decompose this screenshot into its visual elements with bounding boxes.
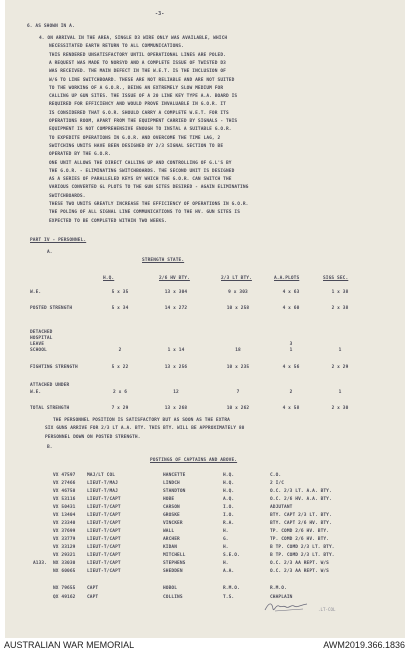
officer-unit: A.A.	[223, 569, 235, 574]
officer-unit: A.Q.	[223, 497, 235, 502]
strength-cell: 9 x 303	[228, 290, 248, 295]
footer-source: AUSTRALIAN WAR MEMORIAL	[4, 640, 135, 650]
paragraph-line: EQUIPMENT IS NOT COMPREHENSIVE ENOUGH TO INSTAL A SUITABLE G.O.R.	[49, 127, 232, 133]
strength-row-label: FIGHTING STRENGTH	[30, 365, 78, 370]
strength-cell: 10 x 235	[226, 365, 250, 370]
officer-rank: LIEUT-T/CAPT	[87, 561, 121, 566]
officer-name: KIDAN	[163, 545, 178, 550]
paragraph-line: OPERATIONS ROOM, APART FROM THE EQUIPMENT CARRIED BY SIGNALS - THIS	[49, 119, 238, 124]
strength-row-label: W.E.	[30, 390, 42, 395]
strength-cell: 4 x 60	[282, 306, 300, 311]
officer-number: VX 29321	[53, 553, 76, 558]
strength-title: STRENGTH STATE.	[142, 258, 185, 263]
officer-rank: MAJ/LT COL	[87, 473, 116, 478]
officer-appointment: CHAPLAIN	[270, 595, 293, 600]
paragraph-line: WAS RECEIVED. THE MAIN DEFECT IN THE W.E.T. IS THE INCLUSION OF	[49, 69, 226, 75]
paragraph-line: TO THE WORKING OF A G.O.R., BEING AN EXTREMELY SLOW MEDIUM FOR	[49, 85, 224, 91]
officer-name: LINDCH	[163, 481, 180, 486]
officer-appointment: BTY. CAPT 2/3 LT. BTY.	[270, 513, 332, 518]
officer-appointment: B TP. COMD 2/3 LT. BTY.	[270, 545, 335, 550]
paragraph-line: AS A SERIES OF PARALLELED KEYS BY WHICH THE G.O.R. CAN SWITCH THE	[49, 177, 232, 183]
strength-cell: 2 x 29	[331, 365, 349, 370]
officer-unit: T.S.	[223, 595, 235, 600]
paragraph-line: A REQUEST WAS MADE TO NORSYD AND A COMPLETE ISSUE OF TWISTED D3	[49, 60, 226, 66]
strength-cell: 1 x 14	[167, 348, 185, 353]
paragraph-line: SWITCHBOARDS.	[49, 193, 86, 199]
officer-appointment: C.O.	[270, 473, 282, 478]
officer-number: VX 33779	[53, 537, 76, 542]
officer-rank: LIEUT-T/CAPT	[87, 553, 121, 558]
paragraph-line: SWITCHING UNITS HAVE BEEN DESIGNED BY 2/3 SIGNAL SECTION TO BE	[49, 143, 224, 149]
strength-cell: 18	[235, 348, 241, 353]
strength-col-header: A.A.PLOTS	[274, 276, 300, 281]
strength-col-header: SIGS SEC.	[323, 276, 349, 281]
strength-cell: 1 x 38	[331, 290, 349, 295]
strength-cell: 13 x 304	[164, 290, 188, 295]
officer-appointment: 2 I/C	[270, 481, 285, 486]
officer-number: VX 47597	[53, 473, 76, 478]
strength-row-label: HOSPITAL	[30, 336, 53, 341]
strength-row-label: ATTACHED UNDER	[30, 383, 70, 388]
part-heading: PART IV - PERSONNEL.	[30, 238, 87, 243]
strength-row-label: LEAVE	[30, 342, 45, 347]
officer-name: VINCKER	[163, 521, 183, 526]
personnel-line: PERSONNEL DOWN ON POSTED STRENGTH.	[45, 434, 141, 440]
officer-name: STANDTON	[163, 489, 186, 494]
strength-cell: 1	[338, 390, 342, 395]
officer-appointment: TP. COMD 2/6 HV. BTY.	[270, 537, 329, 542]
paragraph-line: EXPECTED TO BE COMPLETED WITHIN TWO WEEKS.	[49, 218, 167, 224]
paragraph-line: OPERATED BY THE G.O.R.	[49, 152, 111, 158]
officer-unit: G.	[223, 537, 229, 542]
officer-number: VX 27466	[53, 481, 76, 486]
paragraph-line: NECESSITATED EARTH RETURN TO ALL COMMUNICATIONS.	[49, 44, 184, 50]
paragraph-line: W/G TO LINE SWITCHBOARD. THESE ARE NOT RELIABLE AND ARE NOT SUITED	[49, 77, 235, 83]
strength-cell: 2 x 30	[331, 406, 349, 411]
strength-row-label: DETACHED	[30, 330, 53, 335]
personnel-line: THE PERSONNEL POSITION IS SATISFACTORY BUT AS SOON AS THE EXTRA	[53, 418, 230, 423]
strength-cell: 1	[338, 348, 342, 353]
officer-unit: H.	[223, 561, 229, 566]
officer-unit: H.Q.	[223, 473, 235, 478]
strength-row-label: POSTED STRENGTH	[30, 306, 73, 311]
officer-number: VX 53116	[53, 497, 76, 502]
officer-rank: LIEUT-T/CAPT	[87, 521, 121, 526]
strength-col-header: H.Q.	[103, 276, 115, 281]
officer-appointment: ADJUTANT	[270, 505, 293, 510]
strength-cell: 10 x 262	[226, 406, 250, 411]
officer-name: MITCHELL	[163, 553, 186, 558]
strength-col-header: 2/6 HV BTY.	[159, 276, 190, 281]
paragraph-line: THESE TWO UNITS GREATLY INCREASE THE EFFICIENCY OF OPERATIONS IN G.O.R.	[49, 202, 249, 207]
section-b-label: B.	[47, 445, 53, 450]
officer-unit: H.Q.	[223, 489, 235, 494]
officer-number: NX 60065	[53, 569, 76, 574]
paragraph-line: VARIOUS CONVERTED GL PLOTS TO THE GUN SITES DESIRED - AGAIN ELIMINATING	[49, 185, 249, 191]
strength-cell: 7	[236, 390, 240, 395]
strength-cell: 10 x 258	[226, 306, 250, 311]
paragraph-line: TO EXPEDITE OPERATIONS IN G.O.R. AND OVERCOME THE TIME LAG, 2	[49, 135, 221, 141]
paragraph-line: IS CONSIDERED THAT G.O.R. SHOULD CARRY A COMPLETE W.E.T. FOR ITS	[49, 110, 229, 116]
officer-rank: LIEUT-T/CAPT	[87, 537, 121, 542]
officers-title: POSTINGS OF CAPTAINS AND ABOVE.	[150, 458, 238, 463]
paragraph-line: REQUIRED FOR EFFICIENCY AND WOULD PROVE INVALUABLE IN G.O.R. IT	[49, 102, 226, 108]
strength-col-header: 2/3 LT BTY.	[221, 276, 252, 281]
officer-name: ARCHER	[163, 537, 180, 542]
officer-number: NX 33030	[53, 561, 76, 566]
strength-cell: 2	[118, 348, 122, 353]
officer-appointment: BTY. CAPT 2/6 HV. BTY.	[270, 521, 332, 526]
officer-appointment: B TP. COMD 2/3 LT. BTY.	[270, 553, 335, 558]
strength-cell: 14 x 272	[164, 306, 188, 311]
officer-rank: LIEUT-T/MAJ	[87, 481, 118, 486]
strength-row-label: TOTAL STRENGTH	[30, 406, 70, 411]
officer-name: SHEDDEN	[163, 569, 183, 574]
officer-rank: LIEUT-T/CAPT	[87, 497, 121, 502]
officer-rank: LIEUT-T/MAJ	[87, 489, 118, 494]
officer-appointment: TP. COMD 2/6 HV. BTY.	[270, 529, 329, 534]
officer-unit: R.M.O.	[223, 586, 240, 591]
strength-cell: 3	[289, 342, 293, 347]
paragraph-line: CALLING UP GUN SITES. THE ISSUE OF A 20 LINE KEY TYPE A.A. BOARD IS	[49, 94, 238, 100]
document-page	[5, 0, 405, 638]
strength-cell: 2 x 38	[331, 306, 349, 311]
officer-number: NX 79655	[53, 586, 76, 591]
officer-appointment: R.M.O.	[270, 586, 287, 591]
strength-row-label: W.E.	[30, 290, 42, 295]
officer-rank: LIEUT-T/CAPT	[87, 505, 121, 510]
officer-number: VX 37699	[53, 529, 76, 534]
paragraph-line: THIS RENDERED UNSATISFACTORY UNTIL OPERATIONAL LINES ARE POLED.	[49, 52, 226, 58]
officer-appointment: O.C. 2/3 AA REPT. W/S	[270, 561, 329, 566]
strength-cell: 4 x 63	[282, 290, 300, 295]
page-number: -3-	[155, 11, 165, 17]
strength-cell: 5 x 22	[111, 365, 129, 370]
officer-number: VX 13404	[53, 513, 76, 518]
heading-line: 6. AS SHOWN IN A.	[27, 24, 75, 29]
officer-number: QX 49162	[53, 595, 76, 600]
officer-number: VX 23340	[53, 521, 76, 526]
officer-number: VX 46750	[53, 489, 76, 494]
officer-name: HOBOL	[163, 586, 178, 591]
strength-cell: 4 x 58	[282, 406, 300, 411]
officer-rank: LIEUT-T/CAPT	[87, 569, 121, 574]
strength-cell: 4 x 56	[282, 365, 300, 370]
officer-unit: I.O.	[223, 505, 235, 510]
officer-unit: R.A.	[223, 521, 235, 526]
section-a-label: A.	[47, 250, 53, 255]
strength-row-label: SCHOOL	[30, 348, 47, 353]
officer-name: WALL	[163, 529, 175, 534]
officer-rank: CAPT	[87, 595, 99, 600]
officer-unit: S.E.O.	[223, 553, 240, 558]
officer-name: COLLINS	[163, 595, 183, 600]
officer-rank: CAPT	[87, 586, 99, 591]
officer-number: VX 50431	[53, 505, 76, 510]
paragraph-line: ONE UNIT ALLOWS THE DIRECT CALLING UP AND CONTROLLING OF G.L'S BY	[49, 160, 232, 166]
officer-appointment: O.C. 2/3 LT. A.A. BTY.	[270, 489, 332, 494]
officer-rank: LIEUT-T/CAPT	[87, 529, 121, 534]
signature-note: .LT-COL	[318, 607, 336, 612]
officer-unit: H.	[223, 529, 229, 534]
officer-name: GROSKE	[163, 513, 180, 518]
officer-unit: H.	[223, 545, 229, 550]
officer-appointment: O.C. 2/6 HV. A.A. BTY.	[270, 497, 332, 502]
officer-name: HANCETTE	[163, 473, 186, 478]
footer-accession: AWM2019.366.1836	[323, 640, 405, 650]
officer-rank: LIEUT-T/CAPT	[87, 545, 121, 550]
strength-cell: 5 x 35	[111, 290, 129, 295]
paragraph-line: THE G.O.R. - ELIMINATING SWITCHBOARDS. THE SECOND UNIT IS DESIGNED	[49, 168, 235, 174]
paragraph-line: 4. ON ARRIVAL IN THE AREA, SINGLE D3 WIRE ONLY WAS AVAILABLE, WHICH	[39, 36, 228, 41]
strength-cell: 2	[289, 390, 293, 395]
strength-cell: 13 x 256	[164, 365, 188, 370]
strength-cell: 7 x 29	[111, 406, 129, 411]
officer-unit: I.O.	[223, 513, 235, 518]
officer-name: STEPHENS	[163, 561, 186, 566]
signature-scribble	[263, 600, 309, 614]
footer-bar	[0, 638, 409, 653]
strength-cell: 1	[289, 348, 293, 353]
officer-rank: LIEUT-T/CAPT	[87, 513, 121, 518]
officer-name: HOBE	[163, 497, 175, 502]
strength-cell: 5 x 34	[111, 306, 129, 311]
strength-cell: 12	[173, 390, 179, 395]
paragraph-line: THE POLING OF ALL SIGNAL LINE COMMUNICATIONS TO THE HV. GUN SITES IS	[49, 210, 241, 216]
officer-appointment: O.C. 2/3 AA REPT. W/S	[270, 569, 329, 574]
officer-mark: A133.	[33, 561, 48, 566]
officer-number: VX 33129	[53, 545, 76, 550]
personnel-line: SIX GUNS ARRIVE FOR 2/3 LT A.A. BTY. THIS BTY. WILL BE APPROXIMATELY 80	[45, 426, 245, 432]
officer-name: CARSON	[163, 505, 180, 510]
strength-cell: 2 x 6	[112, 390, 128, 395]
officer-unit: H.Q.	[223, 481, 235, 486]
strength-cell: 13 x 268	[164, 406, 188, 411]
